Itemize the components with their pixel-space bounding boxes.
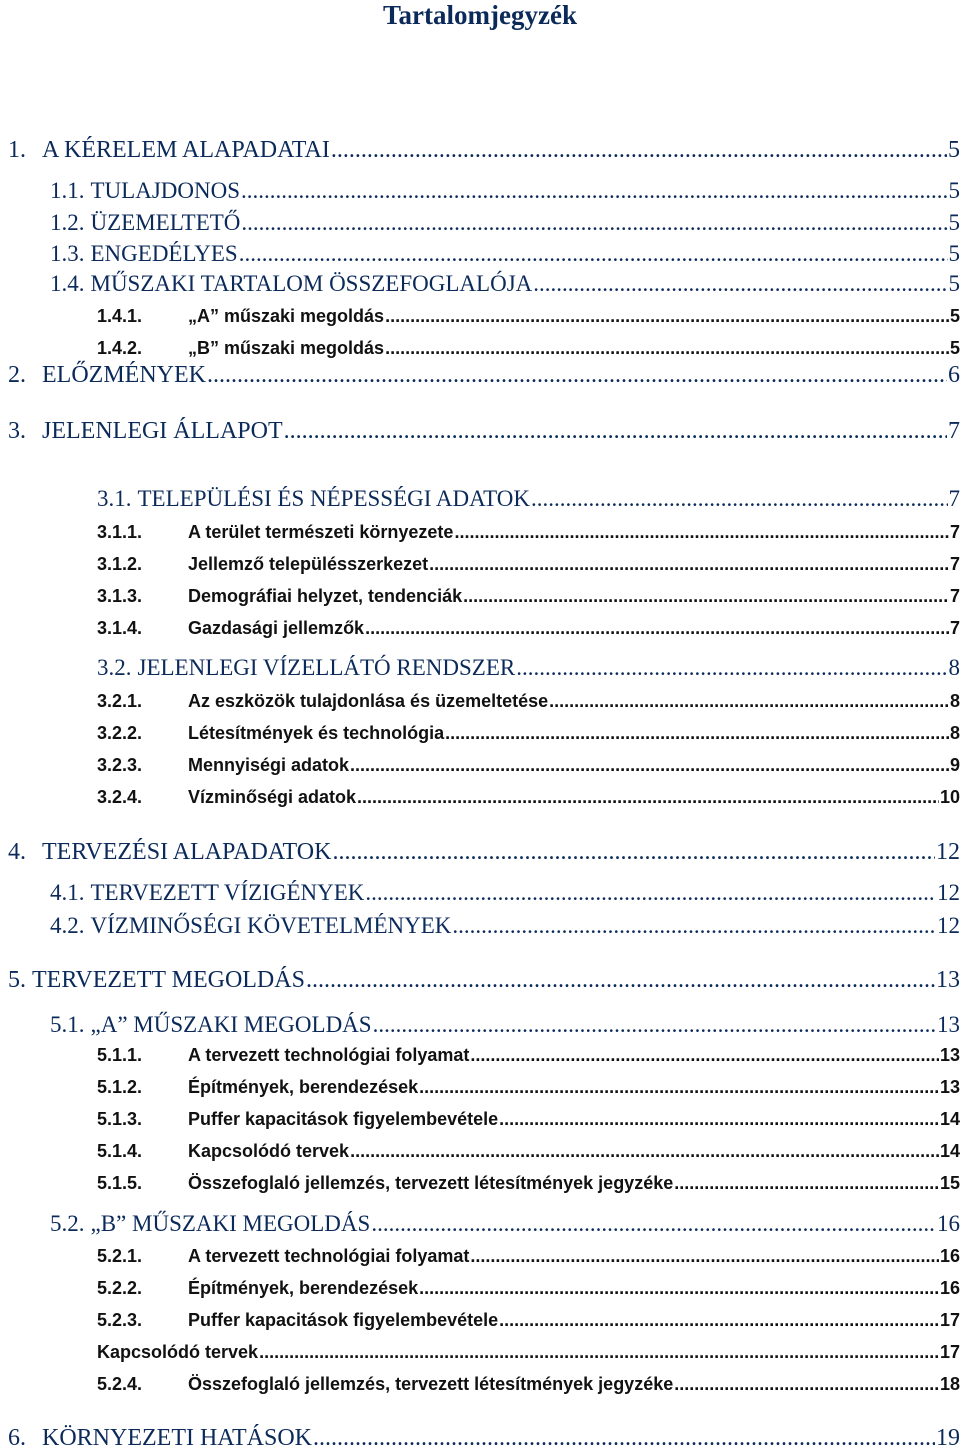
- toc-dot-leader: [239, 241, 948, 267]
- toc-entry-number: 1.3.: [50, 241, 85, 266]
- toc-entry-title: Vízminőségi adatok: [188, 787, 357, 807]
- toc-entry[interactable]: [97, 655, 960, 681]
- toc-entry[interactable]: [97, 554, 960, 575]
- toc-entry-title: Összefoglaló jellemzés, tervezett létesítmények jegyzéke: [188, 1173, 674, 1193]
- toc-entry-number: 1.4.: [50, 271, 85, 296]
- page-title: Tartalomjegyzék: [383, 0, 577, 30]
- toc-entry-number: 5.1.2.: [97, 1077, 143, 1097]
- toc-entry[interactable]: [50, 271, 960, 297]
- toc-entry[interactable]: [97, 1246, 960, 1267]
- toc-entry-number: 3.2.1.: [97, 691, 143, 711]
- toc-entry-number: 4.: [8, 839, 26, 865]
- toc-entry-title: Demográfiai helyzet, tendenciák: [188, 586, 463, 606]
- toc-entry-page: 16: [939, 1246, 960, 1266]
- toc-dot-leader: [241, 178, 948, 204]
- toc-entry-page: 12: [936, 839, 960, 865]
- toc-dot-leader: [259, 1342, 939, 1363]
- toc-dot-leader: [365, 618, 949, 639]
- toc-entry-title: A tervezett technológiai folyamat: [188, 1246, 470, 1266]
- toc-dot-leader: [549, 691, 949, 712]
- toc-entry-number: 1.1.: [50, 178, 85, 203]
- toc-entry-number: 1.4.2.: [97, 338, 143, 358]
- toc-dot-leader: [499, 1310, 939, 1331]
- toc-entry-number: 5.: [8, 967, 26, 993]
- toc-entry-title: JELENLEGI VÍZELLÁTÓ RENDSZER: [137, 655, 516, 680]
- toc-entry[interactable]: [97, 1173, 960, 1194]
- toc-entry[interactable]: [97, 1045, 960, 1066]
- toc-entry-number: 1.4.1.: [97, 306, 143, 326]
- toc-entry-title: Építmények, berendezések: [188, 1077, 419, 1097]
- toc-entry-number: 5.1.4.: [97, 1141, 143, 1161]
- toc-entry[interactable]: [97, 338, 960, 359]
- toc-entry-number: 4.1.: [50, 880, 85, 905]
- toc-dot-leader: [499, 1109, 939, 1130]
- toc-dot-leader: [385, 338, 949, 359]
- toc-entry-title: Létesítmények és technológia: [188, 723, 445, 743]
- toc-entry-title: Puffer kapacitások figyelembevétele: [188, 1109, 499, 1129]
- toc-entry-page: 14: [939, 1141, 960, 1161]
- toc-entry[interactable]: [97, 787, 960, 808]
- toc-entry-number: 4.2.: [50, 913, 85, 938]
- toc-entry[interactable]: [97, 723, 960, 744]
- toc-entry-title: TERVEZETT VÍZIGÉNYEK: [90, 880, 365, 905]
- toc-entry-number: 3.2.: [97, 655, 132, 680]
- toc-entry-title: ELŐZMÉNYEK: [42, 362, 206, 388]
- toc-entry-number: 2.: [8, 362, 26, 388]
- toc-entry-title: Kapcsolódó tervek: [188, 1141, 350, 1161]
- toc-entry-page: 8: [949, 723, 960, 743]
- toc-dot-leader: [429, 554, 949, 575]
- toc-entry-title: TERVEZÉSI ALAPADATOK: [42, 839, 332, 865]
- toc-dot-leader: [674, 1173, 939, 1194]
- toc-entry[interactable]: [97, 1374, 960, 1395]
- toc-entry-page: 5: [949, 306, 960, 326]
- toc-entry-title: ENGEDÉLYES: [90, 241, 238, 266]
- toc-entry-page: 16: [937, 1211, 960, 1236]
- toc-entry-title: Gazdasági jellemzők: [188, 618, 365, 638]
- toc-entry-title: TULAJDONOS: [90, 178, 240, 203]
- toc-dot-leader: [674, 1374, 939, 1395]
- toc-entry[interactable]: [97, 1278, 960, 1299]
- toc-entry-page: 7: [949, 522, 960, 542]
- toc-entry[interactable]: [97, 755, 960, 776]
- toc-entry-page: 5: [948, 241, 960, 266]
- toc-entry-number: 5.2.3.: [97, 1310, 143, 1330]
- toc-entry[interactable]: [50, 913, 960, 939]
- toc-entry-page: 15: [939, 1173, 960, 1193]
- toc-entry[interactable]: [97, 1310, 960, 1331]
- toc-entry[interactable]: [50, 210, 960, 236]
- toc-dot-leader: [331, 137, 947, 164]
- toc-entry-number: 3.2.3.: [97, 755, 143, 775]
- toc-entry-title: „A” műszaki megoldás: [188, 306, 385, 326]
- toc-entry-title: „B” műszaki megoldás: [188, 338, 385, 358]
- toc-dot-leader: [419, 1077, 939, 1098]
- toc-entry-page: 7: [949, 554, 960, 574]
- toc-entry-page: 8: [948, 655, 960, 680]
- toc-entry-number: 5.1.5.: [97, 1173, 143, 1193]
- toc-entry-page: 10: [939, 787, 960, 807]
- toc-entry-number: 5.1.: [50, 1012, 85, 1037]
- toc-dot-leader: [385, 306, 949, 327]
- toc-dot-leader: [531, 486, 947, 512]
- toc-dot-leader: [516, 655, 947, 681]
- toc-entry[interactable]: [97, 586, 960, 607]
- toc-entry-title: A KÉRELEM ALAPADATAI: [42, 137, 330, 163]
- toc-entry-number: 3.1.1.: [97, 522, 143, 542]
- toc-entry-title: Kapcsolódó tervek: [97, 1342, 259, 1362]
- toc-entry-page: 19: [936, 1425, 960, 1451]
- toc-entry[interactable]: [50, 1211, 960, 1237]
- toc-entry[interactable]: [8, 967, 960, 994]
- toc-entry-page: 7: [948, 418, 960, 444]
- toc-entry[interactable]: [8, 362, 960, 389]
- toc-entry[interactable]: [97, 486, 960, 512]
- toc-entry-title: Összefoglaló jellemzés, tervezett létesítmények jegyzéke: [188, 1374, 674, 1394]
- toc-entry[interactable]: [50, 1012, 960, 1038]
- toc-dot-leader: [454, 522, 949, 543]
- toc-entry[interactable]: [8, 137, 960, 164]
- toc-entry-page: 8: [949, 691, 960, 711]
- toc-entry-page: 7: [949, 618, 960, 638]
- toc-dot-leader: [332, 839, 935, 866]
- toc-entry-number: 1.: [8, 137, 26, 163]
- toc-dot-leader: [207, 362, 947, 389]
- toc-dot-leader: [350, 1141, 939, 1162]
- toc-entry-title: MŰSZAKI TARTALOM ÖSSZEFOGLALÓJA: [90, 271, 533, 296]
- toc-entry[interactable]: [97, 1342, 960, 1363]
- toc-entry-title: Az eszközök tulajdonlása és üzemeltetése: [188, 691, 549, 711]
- toc-dot-leader: [365, 880, 936, 906]
- toc-entry-page: 12: [937, 880, 960, 905]
- toc-entry-title: JELENLEGI ÁLLAPOT: [42, 418, 283, 444]
- toc-dot-leader: [306, 967, 935, 994]
- toc-entry[interactable]: [97, 306, 960, 327]
- toc-entry[interactable]: [97, 691, 960, 712]
- toc-dot-leader: [313, 1425, 935, 1452]
- toc-entry-title: Puffer kapacitások figyelembevétele: [188, 1310, 499, 1330]
- toc-dot-leader: [452, 913, 936, 939]
- toc-entry-page: 6: [948, 362, 960, 388]
- toc-entry-number: 5.1.3.: [97, 1109, 143, 1129]
- toc-entry-page: 5: [948, 178, 960, 203]
- toc-entry-page: 17: [939, 1342, 960, 1362]
- toc-entry-page: 13: [936, 967, 960, 993]
- toc-entry[interactable]: [97, 1109, 960, 1130]
- toc-entry-title: ÜZEMELTETŐ: [90, 210, 241, 235]
- toc-dot-leader: [463, 586, 949, 607]
- toc-dot-leader: [419, 1278, 939, 1299]
- toc-entry[interactable]: [97, 522, 960, 543]
- toc-entry-title: A terület természeti környezete: [188, 522, 454, 542]
- toc-entry-number: 3.2.4.: [97, 787, 143, 807]
- toc-entry-title: TERVEZETT MEGOLDÁS: [32, 967, 305, 993]
- toc-entry-number: 5.2.4.: [97, 1374, 143, 1394]
- toc-entry-page: 12: [937, 913, 960, 938]
- toc-entry-page: 7: [948, 486, 960, 511]
- toc-entry-title: Mennyiségi adatok: [188, 755, 350, 775]
- toc-entry-page: 13: [939, 1077, 960, 1097]
- toc-entry-title: A tervezett technológiai folyamat: [188, 1045, 470, 1065]
- toc-dot-leader: [357, 787, 939, 808]
- toc-entry[interactable]: [97, 618, 960, 639]
- toc-entry-page: 7: [949, 586, 960, 606]
- toc-entry-number: 3.2.2.: [97, 723, 143, 743]
- toc-entry[interactable]: [50, 241, 960, 267]
- toc-entry-number: 3.1.2.: [97, 554, 143, 574]
- toc-entry-number: 3.1.4.: [97, 618, 143, 638]
- toc-entry[interactable]: [97, 1141, 960, 1162]
- toc-entry-page: 5: [949, 338, 960, 358]
- toc-entry-title: Építmények, berendezések: [188, 1278, 419, 1298]
- toc-dot-leader: [470, 1246, 939, 1267]
- toc-dot-leader: [373, 1012, 936, 1038]
- toc-entry-title: TELEPÜLÉSI ÉS NÉPESSÉGI ADATOK: [137, 486, 531, 511]
- toc-entry[interactable]: [50, 880, 960, 906]
- toc-entry-number: 5.1.1.: [97, 1045, 143, 1065]
- toc-dot-leader: [445, 723, 949, 744]
- toc-entry-page: 17: [939, 1310, 960, 1330]
- toc-entry-title: KÖRNYEZETI HATÁSOK: [42, 1425, 312, 1451]
- toc-entry-title: VÍZMINŐSÉGI KÖVETELMÉNYEK: [90, 913, 452, 938]
- toc-dot-leader: [350, 755, 949, 776]
- toc-entry-number: 5.2.2.: [97, 1278, 143, 1298]
- toc-entry-page: 18: [939, 1374, 960, 1394]
- toc-entry[interactable]: [50, 178, 960, 204]
- toc-entry-number: 6.: [8, 1425, 26, 1451]
- toc-entry-number: 3.: [8, 418, 26, 444]
- toc-entry-number: 1.2.: [50, 210, 85, 235]
- toc-entry-page: 14: [939, 1109, 960, 1129]
- toc-entry[interactable]: [8, 418, 960, 445]
- toc-entry-number: 5.2.1.: [97, 1246, 143, 1266]
- toc-entry-title: „A” MŰSZAKI MEGOLDÁS: [90, 1012, 372, 1037]
- toc-dot-leader: [470, 1045, 939, 1066]
- toc-entry-number: 3.1.3.: [97, 586, 143, 606]
- toc-entry-number: 3.1.: [97, 486, 132, 511]
- toc-dot-leader: [284, 418, 947, 445]
- toc-entry-page: 16: [939, 1278, 960, 1298]
- toc-entry-page: 13: [937, 1012, 960, 1037]
- toc-entry[interactable]: [8, 839, 960, 866]
- toc-dot-leader: [533, 271, 947, 297]
- toc-entry-page: 5: [948, 271, 960, 296]
- toc-entry-title: „B” MŰSZAKI MEGOLDÁS: [90, 1211, 371, 1236]
- toc-entry-page: 13: [939, 1045, 960, 1065]
- toc-entry[interactable]: [8, 1425, 960, 1452]
- toc-entry-page: 5: [948, 210, 960, 235]
- toc-entry[interactable]: [97, 1077, 960, 1098]
- toc-dot-leader: [241, 210, 947, 236]
- toc-entry-title: Jellemző településszerkezet: [188, 554, 429, 574]
- toc-entry-page: 9: [949, 755, 960, 775]
- toc-entry-page: 5: [948, 137, 960, 163]
- toc-dot-leader: [371, 1211, 936, 1237]
- toc-entry-number: 5.2.: [50, 1211, 85, 1236]
